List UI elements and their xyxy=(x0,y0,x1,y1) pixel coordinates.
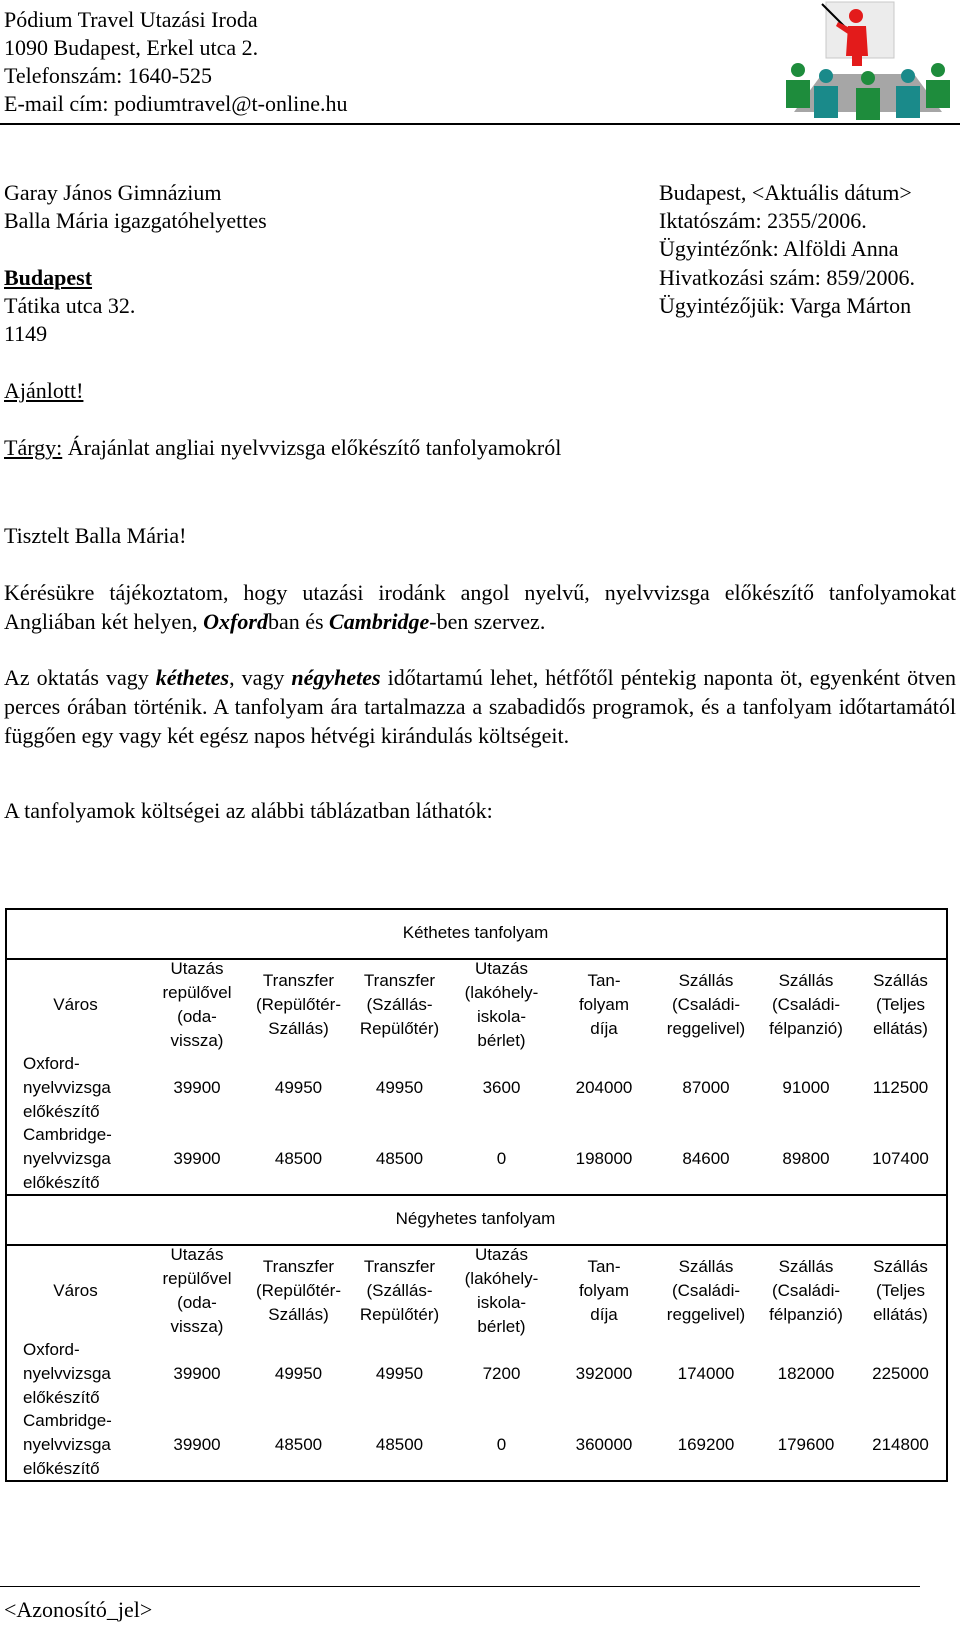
section-title xyxy=(5,908,946,958)
table-cell xyxy=(146,1409,248,1480)
table-cell-line: 48500 xyxy=(375,1434,424,1454)
column-header-line: (Szállás- xyxy=(366,1281,433,1300)
column-header xyxy=(248,1244,349,1338)
recipient-person: Balla Mária igazgatóhelyettes xyxy=(4,208,267,233)
p2-text-c: időtartamú lehet, hétfőtől péntekig naponta öt, egyenként ötven perces órában történik. A tanfolyam ára tartalmazza a szabadidős programok, és a tanfolyam időtartamától függően egy vagy két egész napos hétvégi kirándulás költségeit. xyxy=(4,665,957,748)
column-header xyxy=(450,958,553,1052)
table-cell-line: 3600 xyxy=(482,1077,521,1097)
column-header-line: Város xyxy=(53,1281,98,1300)
table-cell xyxy=(855,1409,946,1480)
table-cell-line: 198000 xyxy=(575,1148,633,1168)
column-header xyxy=(5,1244,146,1338)
table-cell-line: 182000 xyxy=(777,1363,835,1383)
table-cell xyxy=(349,1338,450,1409)
table-cell-line: 392000 xyxy=(575,1363,633,1383)
column-header-line: (oda- xyxy=(177,1293,217,1312)
table-cell-line: 204000 xyxy=(575,1077,633,1097)
table-cell-line: 87000 xyxy=(682,1077,730,1097)
table-cell xyxy=(349,1123,450,1194)
paragraph-1 xyxy=(4,578,956,636)
column-header-line: reggelivel) xyxy=(666,1019,746,1038)
table-cell-line: 360000 xyxy=(575,1434,633,1454)
column-header-line: Város xyxy=(53,995,98,1014)
table-cell xyxy=(248,1052,349,1123)
recipient-zip: 1149 xyxy=(4,321,48,346)
table-cell-line: 89800 xyxy=(782,1148,830,1168)
table-cell-line: 179600 xyxy=(777,1434,835,1454)
column-header-line: vissza) xyxy=(170,1031,224,1050)
column-header-line: Transzfer xyxy=(363,1257,436,1276)
table-cell xyxy=(655,1338,757,1409)
table-cell xyxy=(757,1409,855,1480)
column-header-line: félpanzió) xyxy=(769,1305,843,1324)
row-city-line: nyelvvizsga xyxy=(23,1434,111,1454)
table-cell-line: 174000 xyxy=(677,1363,735,1383)
p1-cambridge: Cambridge xyxy=(329,609,430,634)
column-header-line: Utazás xyxy=(475,959,528,978)
column-header-line: Utazás xyxy=(475,1245,528,1264)
table-cell-line: 39900 xyxy=(173,1434,221,1454)
row-city-line: nyelvvizsga xyxy=(23,1363,111,1383)
column-header-line: Szállás xyxy=(778,971,834,990)
row-city xyxy=(23,1123,146,1194)
salutation: Tisztelt Balla Mária! xyxy=(4,523,187,548)
table-cell xyxy=(655,1052,757,1123)
column-header-line: Szállás) xyxy=(268,1019,329,1038)
registered-mark xyxy=(4,377,83,405)
table-cell xyxy=(349,1409,450,1480)
row-city-line: Cambridge- xyxy=(23,1410,112,1430)
our-clerk: Ügyintézőnk: Alföldi Anna xyxy=(659,236,899,261)
table-cell-line: 7200 xyxy=(482,1363,521,1383)
id-mark: <Azonosító_jel> xyxy=(4,1597,153,1622)
table-cell xyxy=(248,1409,349,1480)
p1-text-c: -ben szervez. xyxy=(429,609,546,634)
table-cell xyxy=(757,1123,855,1194)
table-cell-line: 39900 xyxy=(173,1363,221,1383)
column-header-line: Repülőtér) xyxy=(359,1305,440,1324)
column-header-line: (lakóhely- xyxy=(464,1269,539,1288)
row-city xyxy=(23,1338,146,1409)
row-city-line: Oxford- xyxy=(23,1053,80,1073)
recipient-city xyxy=(4,264,92,292)
column-header xyxy=(655,958,757,1052)
table-cell-line: 49950 xyxy=(375,1077,424,1097)
column-header xyxy=(146,1244,248,1338)
table-cell xyxy=(553,1052,655,1123)
paragraph-2 xyxy=(4,663,956,750)
column-header-line: (Családi- xyxy=(671,1281,741,1300)
subject-line xyxy=(4,434,561,462)
table-cell xyxy=(450,1052,553,1123)
column-header xyxy=(349,958,450,1052)
table-cell-line: 49950 xyxy=(274,1077,323,1097)
column-header-line: (Teljes xyxy=(875,995,926,1014)
table-cell-line: 49950 xyxy=(274,1363,323,1383)
table-cell-line: 169200 xyxy=(677,1434,735,1454)
column-header-line: (oda- xyxy=(177,1007,217,1026)
column-header-line: repülővel xyxy=(162,1269,232,1288)
table-cell xyxy=(655,1123,757,1194)
column-header-line: Szállás xyxy=(678,971,734,990)
column-header xyxy=(146,958,248,1052)
table-cell xyxy=(855,1123,946,1194)
column-header xyxy=(553,1244,655,1338)
table-cell-line: 48500 xyxy=(274,1148,323,1168)
column-header-line: díja xyxy=(590,1305,618,1324)
row-city-line: Oxford- xyxy=(23,1339,80,1359)
table-cell-line: 0 xyxy=(496,1434,507,1454)
column-header-line: Transzfer xyxy=(363,971,436,990)
p2-negyhetes: négyhetes xyxy=(291,665,381,690)
table-cell-line: 107400 xyxy=(872,1148,929,1168)
sender-name: Pódium Travel Utazási Iroda xyxy=(4,7,258,32)
column-header xyxy=(450,1244,553,1338)
column-header-line: iskola- xyxy=(476,1007,527,1026)
recipient-org: Garay János Gimnázium xyxy=(4,180,222,205)
table-cell xyxy=(450,1338,553,1409)
row-city xyxy=(23,1052,146,1123)
column-header-line: Utazás xyxy=(170,1245,224,1264)
p1-oxford: Oxford xyxy=(203,609,268,634)
table-cell-line: 48500 xyxy=(375,1148,424,1168)
row-city-line: előkészítő xyxy=(23,1387,100,1407)
column-header-line: (Családi- xyxy=(771,1281,841,1300)
column-header xyxy=(553,958,655,1052)
column-header-line: Szállás xyxy=(873,971,928,990)
paragraph-3: A tanfolyamok költségei az alábbi táblázatban láthatók: xyxy=(4,798,493,823)
table-cell-line: 0 xyxy=(496,1148,507,1168)
table-cell-line: 225000 xyxy=(872,1363,929,1383)
table-cell xyxy=(146,1338,248,1409)
p2-kethetes: kéthetes xyxy=(155,665,230,690)
row-city-line: előkészítő xyxy=(23,1101,100,1121)
column-header-line: Szállás) xyxy=(268,1305,329,1324)
their-clerk: Ügyintézőjük: Varga Márton xyxy=(659,293,912,318)
sender-email: E-mail cím: podiumtravel@t-online.hu xyxy=(4,91,348,116)
table-cell xyxy=(855,1052,946,1123)
column-header-line: (Repülőtér- xyxy=(255,1281,342,1300)
subject-text: Árajánlat angliai nyelvvizsga előkészítő tanfolyamokról xyxy=(62,435,562,460)
column-header-line: Szállás xyxy=(678,1257,734,1276)
sender-address: 1090 Budapest, Erkel utca 2. xyxy=(4,35,259,60)
table-cell xyxy=(450,1409,553,1480)
reference-number: Hivatkozási szám: 859/2006. xyxy=(659,265,916,290)
p1-text-a: Kérésükre tájékoztatom, hogy utazási irodánk angol nyelvű, nyelvvizsga előkészítő tanfolyamokat Angliában két helyen, xyxy=(4,580,956,634)
table-cell xyxy=(553,1338,655,1409)
section-title xyxy=(5,1194,946,1244)
column-header xyxy=(855,1244,946,1338)
table-cell xyxy=(248,1338,349,1409)
row-city-line: Cambridge- xyxy=(23,1124,112,1144)
row-city-line: előkészítő xyxy=(23,1172,100,1192)
column-header xyxy=(248,958,349,1052)
column-header-line: repülővel xyxy=(162,983,232,1002)
column-header xyxy=(655,1244,757,1338)
column-header-line: Repülőtér) xyxy=(359,1019,440,1038)
column-header-line: reggelivel) xyxy=(666,1305,746,1324)
column-header-line: (Családi- xyxy=(671,995,741,1014)
table-cell xyxy=(146,1123,248,1194)
table-cell-line: 91000 xyxy=(782,1077,830,1097)
column-header-line: Szállás xyxy=(873,1257,928,1276)
registered-text: Ajánlott! xyxy=(4,378,84,403)
table-cell xyxy=(553,1409,655,1480)
recipient-street: Tátika utca 32. xyxy=(4,293,136,318)
table-cell-line: 49950 xyxy=(375,1363,424,1383)
table-cell-line: 84600 xyxy=(682,1148,730,1168)
p1-text-b: ban és xyxy=(267,609,330,634)
table-cell xyxy=(757,1052,855,1123)
table-cell xyxy=(349,1052,450,1123)
column-header-line: folyam xyxy=(578,1281,630,1300)
column-header-line: bérlet) xyxy=(477,1317,526,1336)
column-header-line: Szállás xyxy=(778,1257,834,1276)
column-header-line: iskola- xyxy=(476,1293,527,1312)
p2-text-a: Az oktatás vagy xyxy=(4,665,156,690)
table-cell-line: 112500 xyxy=(872,1077,929,1097)
column-header-line: folyam xyxy=(578,995,630,1014)
table-cell xyxy=(757,1338,855,1409)
column-header-line: ellátás) xyxy=(873,1019,928,1038)
table-cell-line: 39900 xyxy=(173,1077,221,1097)
row-city-line: nyelvvizsga xyxy=(23,1148,111,1168)
section-title-line: Kéthetes tanfolyam xyxy=(402,923,549,942)
column-header-line: Transzfer xyxy=(262,1257,335,1276)
column-header-line: félpanzió) xyxy=(769,1019,843,1038)
header-rule xyxy=(0,123,960,125)
row-city-line: előkészítő xyxy=(23,1458,100,1478)
recipient-city-text: Budapest xyxy=(4,265,93,290)
place-date: Budapest, <Aktuális dátum> xyxy=(659,180,912,205)
column-header-line: (Szállás- xyxy=(366,995,433,1014)
column-header-line: Utazás xyxy=(170,959,224,978)
table-cell-line: 39900 xyxy=(173,1148,221,1168)
column-header-line: Tan- xyxy=(587,971,621,990)
table-cell-line: 214800 xyxy=(872,1434,929,1454)
column-header-line: Tan- xyxy=(587,1257,621,1276)
column-header-line: bérlet) xyxy=(477,1031,526,1050)
column-header-line: ellátás) xyxy=(873,1305,928,1324)
footer-rule xyxy=(0,1586,920,1587)
column-header xyxy=(5,958,146,1052)
sender-phone: Telefonszám: 1640-525 xyxy=(4,63,213,88)
column-header xyxy=(757,1244,855,1338)
column-header-line: (lakóhely- xyxy=(464,983,539,1002)
column-header xyxy=(757,958,855,1052)
row-city xyxy=(23,1409,146,1480)
table-cell-line: 48500 xyxy=(274,1434,323,1454)
column-header xyxy=(855,958,946,1052)
p2-text-b: , vagy xyxy=(229,665,292,690)
column-header-line: vissza) xyxy=(170,1317,224,1336)
table-cell xyxy=(553,1123,655,1194)
section-title-line: Négyhetes tanfolyam xyxy=(395,1209,556,1228)
table-cell xyxy=(855,1338,946,1409)
column-header-line: Transzfer xyxy=(262,971,335,990)
column-header-line: (Családi- xyxy=(771,995,841,1014)
column-header-line: (Teljes xyxy=(875,1281,926,1300)
table-cell xyxy=(146,1052,248,1123)
table-cell xyxy=(655,1409,757,1480)
row-city-line: nyelvvizsga xyxy=(23,1077,111,1097)
table-cell xyxy=(248,1123,349,1194)
filing-number: Iktatószám: 2355/2006. xyxy=(659,208,867,233)
table-cell xyxy=(450,1123,553,1194)
column-header xyxy=(349,1244,450,1338)
column-header-line: díja xyxy=(590,1019,618,1038)
column-header-line: (Repülőtér- xyxy=(255,995,342,1014)
presentation-logo-icon xyxy=(782,0,954,122)
subject-label: Tárgy: xyxy=(4,435,63,460)
